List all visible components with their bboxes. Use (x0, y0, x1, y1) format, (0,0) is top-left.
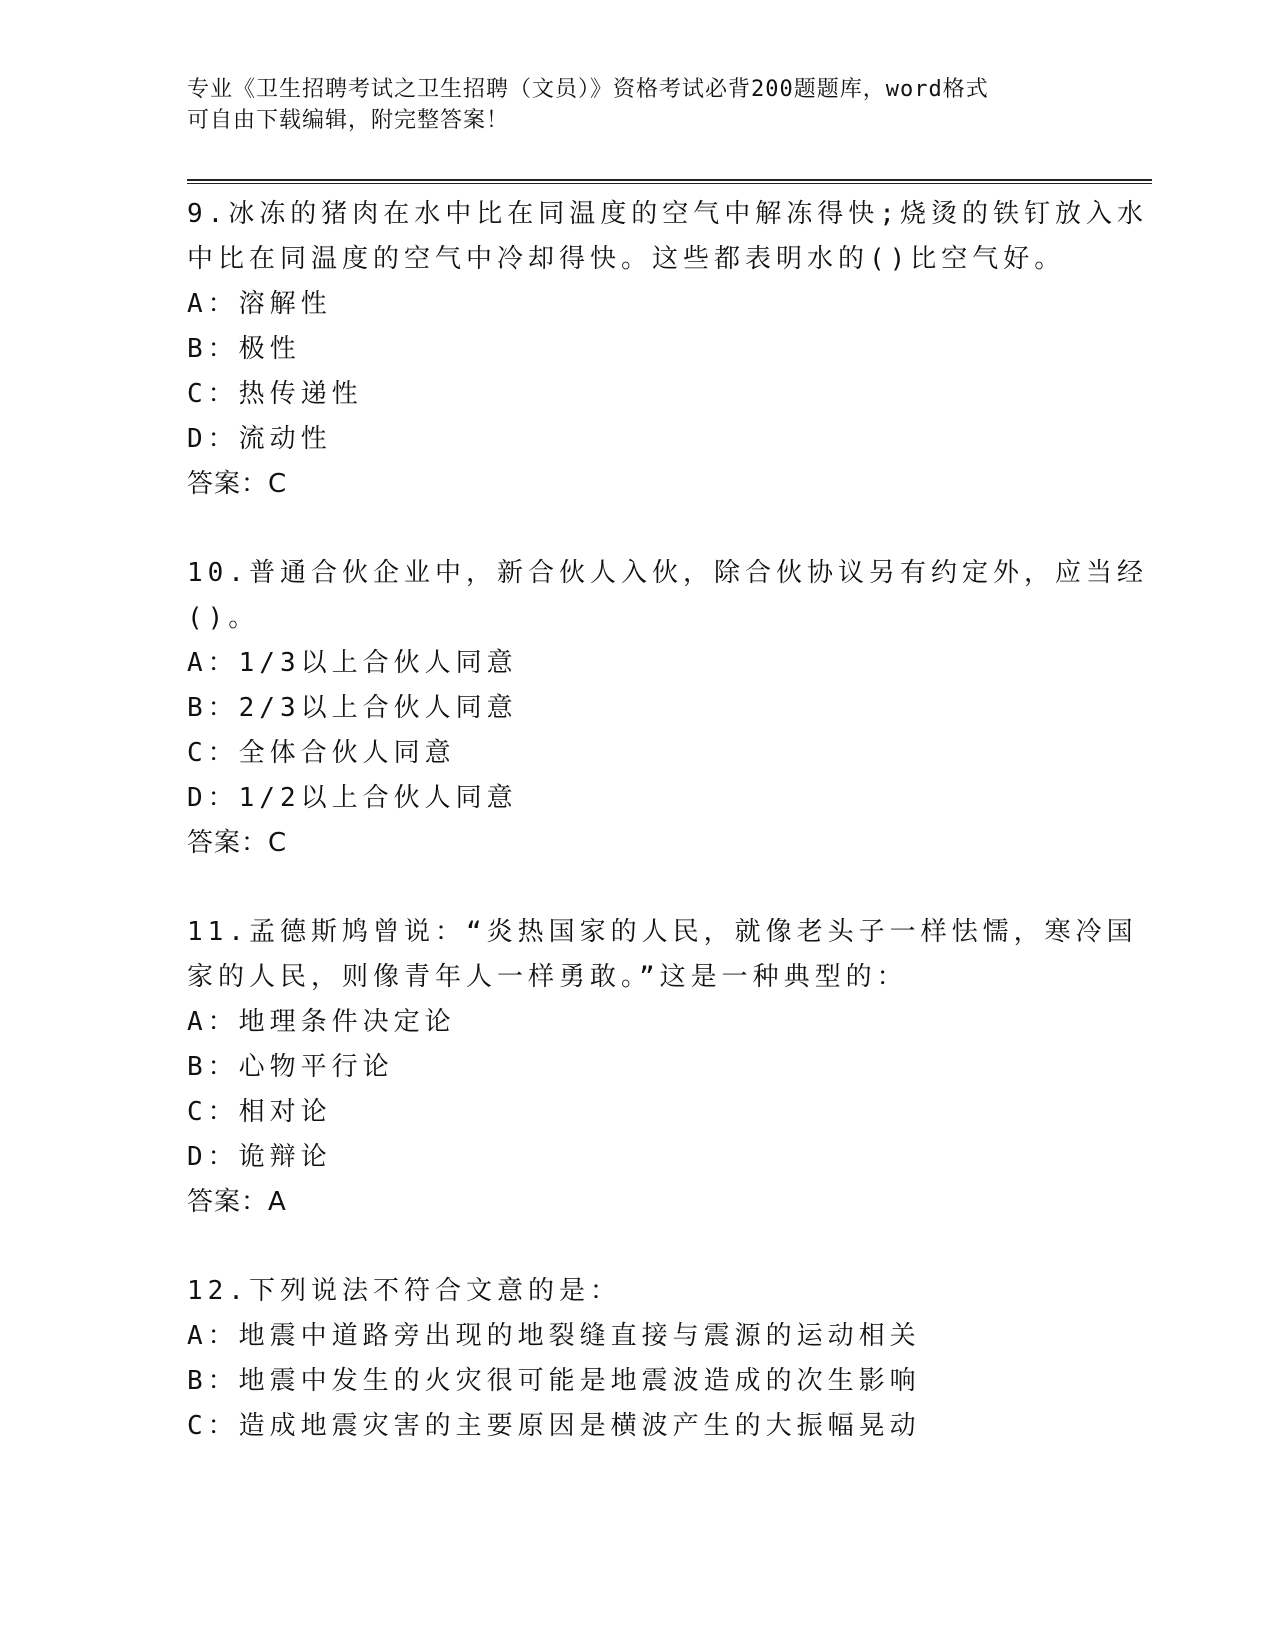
question-stem: 9.冰冻的猪肉在水中比在同温度的空气中解冻得快;烧烫的铁钉放入水 (187, 199, 1148, 229)
option-b: B：极性 (187, 334, 301, 364)
option-a: A：地理条件决定论 (187, 1007, 456, 1037)
option-b: B：地震中发生的火灾很可能是地震波造成的次生影响 (187, 1366, 921, 1396)
question-11 (187, 910, 1138, 1225)
question-stem: 11.孟德斯鸠曾说：“炎热国家的人民，就像老头子一样怯懦，寒冷国 (187, 917, 1138, 947)
header-divider (187, 179, 1152, 184)
question-9 (187, 192, 1148, 507)
header-line: 可自由下载编辑，附完整答案！ (187, 108, 510, 133)
option-b: B：心物平行论 (187, 1052, 394, 1082)
option-c: C：全体合伙人同意 (187, 738, 456, 768)
question-12 (187, 1269, 1087, 1449)
answer: 答案：A (187, 1187, 287, 1217)
option-b: B：2/3以上合伙人同意 (187, 693, 518, 723)
option-d: D：流动性 (187, 424, 332, 454)
option-a: A：1/3以上合伙人同意 (187, 648, 518, 678)
question-stem: 10.普通合伙企业中，新合伙人入伙，除合伙协议另有约定外，应当经 (187, 558, 1148, 588)
option-c: C：热传递性 (187, 379, 363, 409)
option-c: C：相对论 (187, 1097, 332, 1127)
option-d: D：1/2以上合伙人同意 (187, 783, 518, 813)
header-line: 专业《卫生招聘考试之卫生招聘（文员）》资格考试必背200题题库，word格式 (187, 77, 989, 102)
document-header (187, 74, 1067, 136)
question-list (187, 192, 1148, 1493)
question-10 (187, 551, 1148, 866)
option-d: D：诡辩论 (187, 1142, 332, 1172)
option-a: A：地震中道路旁出现的地裂缝直接与震源的运动相关 (187, 1321, 921, 1351)
question-stem: 中比在同温度的空气中冷却得快。这些都表明水的()比空气好。 (187, 244, 1066, 274)
question-stem: ()。 (187, 603, 260, 633)
question-stem: 12.下列说法不符合文意的是： (187, 1276, 621, 1306)
question-stem: 家的人民，则像青年人一样勇敢。”这是一种典型的： (187, 962, 908, 992)
option-a: A：溶解性 (187, 289, 332, 319)
option-c: C：造成地震灾害的主要原因是横波产生的大振幅晃动 (187, 1411, 921, 1441)
answer: 答案：C (187, 469, 288, 499)
answer: 答案：C (187, 828, 288, 858)
